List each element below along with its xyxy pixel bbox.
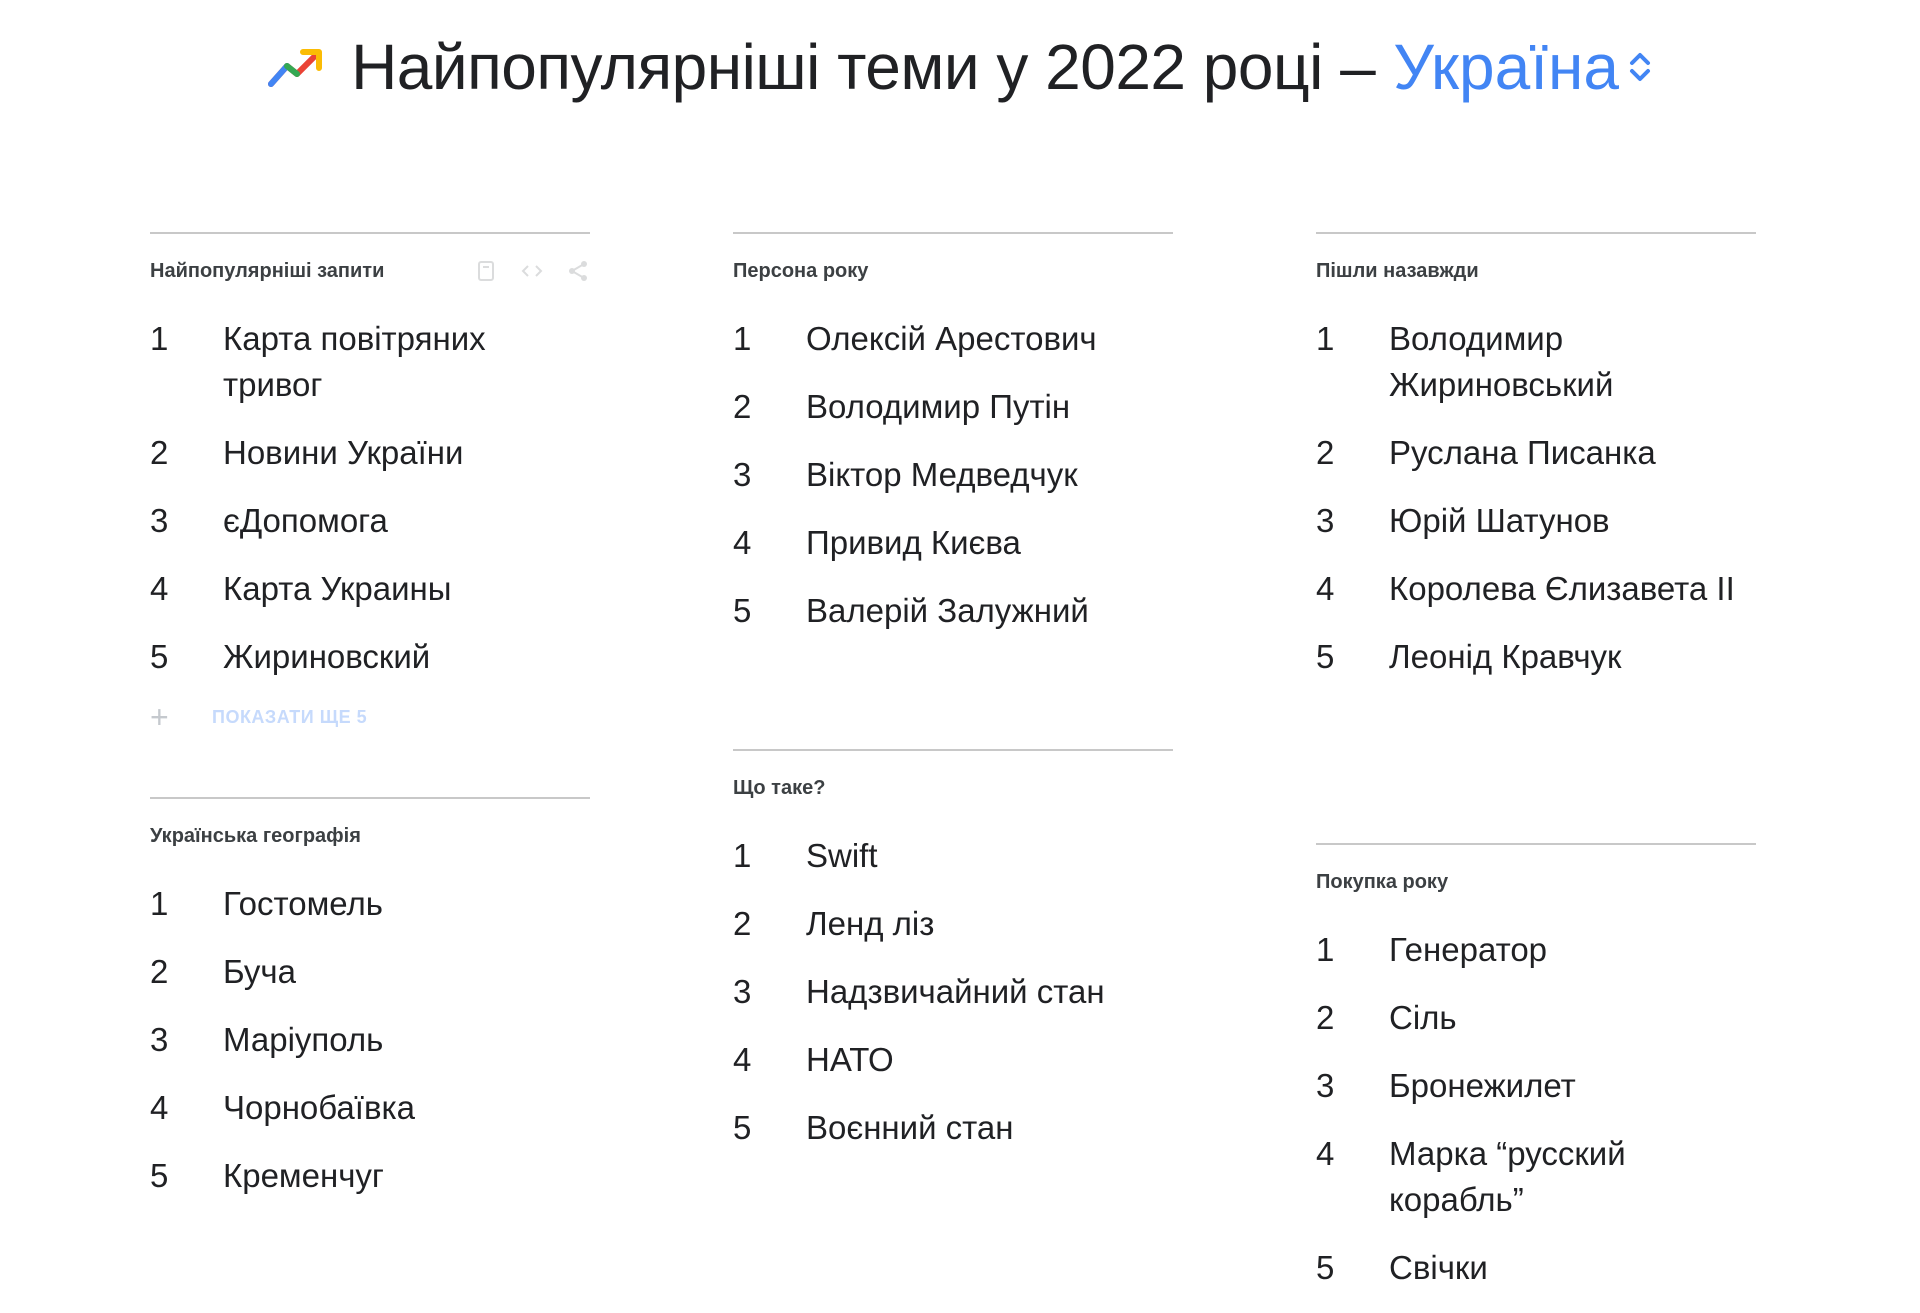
list-item[interactable] [150,566,590,612]
item-rank: 5 [733,592,752,629]
plus-icon[interactable]: + [150,699,169,735]
trend-list [733,316,1173,634]
item-term[interactable]: Валерій Залужний [806,592,1089,629]
item-rank: 2 [733,905,752,942]
item-rank: 3 [733,973,752,1010]
region-selector[interactable] [1393,30,1653,104]
region-label[interactable]: Україна [1393,31,1619,103]
card-passed-away [1316,232,1756,702]
card-header [733,234,1173,286]
item-rank: 4 [1316,570,1335,607]
show-more-button[interactable] [150,699,590,735]
item-rank: 3 [150,502,169,539]
list-item[interactable] [150,1153,590,1199]
card-title: Українська географія [150,824,361,847]
trend-list [1316,316,1756,680]
item-term[interactable]: Маріуполь [223,1021,384,1058]
card-geography [150,797,590,1221]
page-title: Найпопулярніші теми у 2022 році – [351,31,1376,103]
card-header [733,751,1173,803]
item-term[interactable]: Swift [806,837,878,874]
list-item[interactable] [1316,498,1756,544]
item-rank: 5 [1316,1249,1335,1286]
card-top-searches [150,232,590,735]
list-item[interactable] [150,1017,590,1063]
item-term[interactable]: Чорнобаївка [223,1089,415,1126]
item-term[interactable]: Кременчуг [223,1157,384,1194]
item-rank: 2 [1316,999,1335,1036]
item-term[interactable]: Володимир Жириновський [1389,320,1614,403]
item-term[interactable]: Ленд ліз [806,905,935,942]
list-item[interactable] [150,316,590,408]
item-rank: 5 [150,638,169,675]
trend-list [733,833,1173,1151]
card-title: Персона року [733,259,869,282]
item-rank: 2 [1316,434,1335,471]
list-item[interactable] [150,1085,590,1131]
item-term[interactable]: Марка “русский корабль” [1389,1135,1626,1218]
card-title: Покупка року [1316,870,1449,893]
trend-list [150,881,590,1199]
item-term[interactable]: Королева Єлизавета II [1389,570,1735,607]
card-what-is [733,749,1173,1173]
card-purchase-of-year [1316,843,1756,1313]
item-term[interactable]: Гостомель [223,885,384,922]
item-term[interactable]: Новини України [223,434,464,471]
card-actions [474,259,590,283]
page-header [0,30,1920,104]
list-item[interactable] [733,452,1173,498]
list-item[interactable] [733,520,1173,566]
card-title: Пішли назавжди [1316,259,1479,282]
item-rank: 1 [150,320,169,357]
card-title: Найпопулярніші запити [150,259,385,282]
trend-list [1316,927,1756,1291]
embed-icon[interactable] [474,259,498,283]
list-item[interactable] [733,316,1173,362]
item-rank: 2 [733,388,752,425]
list-item[interactable] [1316,634,1756,680]
item-rank: 4 [150,570,169,607]
card-title: Що таке? [733,776,826,799]
item-term[interactable]: Воєнний стан [806,1109,1014,1146]
item-rank: 3 [1316,1067,1335,1104]
list-item[interactable] [1316,1063,1756,1109]
item-rank: 4 [733,524,752,561]
list-item[interactable] [1316,430,1756,476]
item-rank: 2 [150,953,169,990]
trend-list [150,316,590,680]
list-item[interactable] [1316,995,1756,1041]
list-item[interactable] [733,901,1173,947]
list-item[interactable] [150,881,590,927]
item-rank: 1 [1316,320,1335,357]
item-term[interactable]: Сіль [1389,999,1457,1036]
list-item[interactable] [150,430,590,476]
item-rank: 5 [150,1157,169,1194]
item-term[interactable]: Юрій Шатунов [1389,502,1610,539]
item-term[interactable]: Привид Києва [806,524,1021,561]
item-rank: 5 [733,1109,752,1146]
card-person-of-year [733,232,1173,656]
share-icon[interactable] [566,259,590,283]
item-rank: 1 [1316,931,1335,968]
show-more-label[interactable]: ПОКАЗАТИ ЩЕ 5 [212,706,368,727]
item-term[interactable]: Буча [223,953,296,990]
item-term[interactable]: Руслана Писанка [1389,434,1656,471]
list-item[interactable] [1316,1245,1756,1291]
item-rank: 2 [150,434,169,471]
item-term[interactable]: НАТО [806,1041,894,1078]
unfold-icon[interactable] [1627,47,1653,87]
card-header [150,234,590,286]
list-item[interactable] [733,969,1173,1015]
item-term[interactable]: Карта Украины [223,570,452,607]
list-item[interactable] [150,634,590,680]
item-term[interactable]: єДопомога [223,502,388,539]
list-item[interactable] [1316,927,1756,973]
item-rank: 5 [1316,638,1335,675]
item-rank: 3 [1316,502,1335,539]
item-term[interactable]: Карта повітряних тривог [223,320,486,403]
list-item[interactable] [733,1037,1173,1083]
item-rank: 1 [150,885,169,922]
code-icon[interactable] [520,259,544,283]
card-header [150,799,590,851]
item-term[interactable]: Жириновский [223,638,431,675]
item-rank: 3 [733,456,752,493]
card-header [1316,845,1756,897]
trending-arrow-icon [267,44,327,90]
item-term[interactable]: Бронежилет [1389,1067,1576,1104]
list-item[interactable] [733,384,1173,430]
item-term[interactable]: Генератор [1389,931,1548,968]
item-rank: 1 [733,837,752,874]
list-item[interactable] [733,833,1173,879]
item-term[interactable]: Віктор Медведчук [806,456,1078,493]
list-item[interactable] [150,498,590,544]
item-term[interactable]: Леонід Кравчук [1389,638,1622,675]
list-item[interactable] [1316,566,1756,612]
card-header [1316,234,1756,286]
list-item[interactable] [733,1105,1173,1151]
list-item[interactable] [733,588,1173,634]
item-term[interactable]: Свічки [1389,1249,1488,1286]
item-term[interactable]: Олексій Арестович [806,320,1097,357]
item-rank: 4 [1316,1135,1335,1172]
item-rank: 1 [733,320,752,357]
item-rank: 4 [733,1041,752,1078]
item-term[interactable]: Надзвичайний стан [806,973,1105,1010]
list-item[interactable] [1316,316,1756,408]
item-term[interactable]: Володимир Путін [806,388,1071,425]
list-item[interactable] [150,949,590,995]
item-rank: 3 [150,1021,169,1058]
item-rank: 4 [150,1089,169,1126]
list-item[interactable] [1316,1131,1756,1223]
